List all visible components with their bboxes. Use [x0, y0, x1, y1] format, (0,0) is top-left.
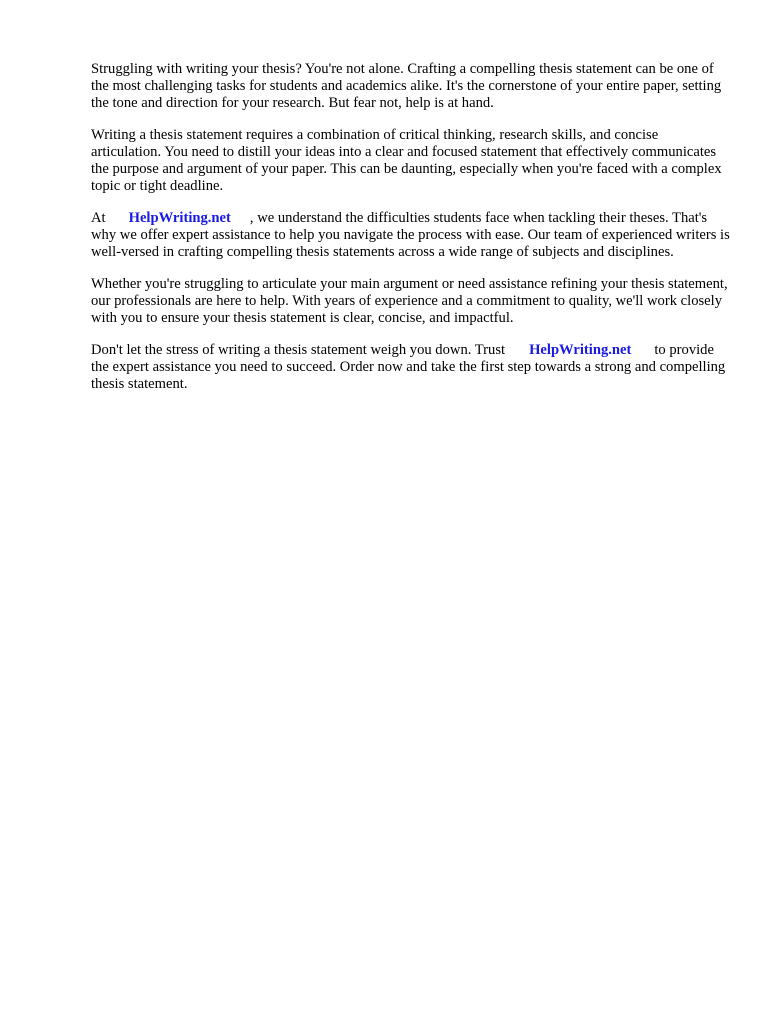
paragraph-requirements: Writing a thesis statement requires a combination of critical thinking, research skills, and concise articulation. You need to distill your ideas into a clear and focused statement that effectively communicates the purpose and argument of your paper. This can be daunting, especially when you're faced with a complex topic or tight deadline.	[91, 127, 722, 194]
paragraph-service-rest: , we understand the difficulties students face when tackling their theses. That's why we offer expert assistance to help you navigate the process with ease. Our team of experienced writers is well-versed in crafting compelling thesis statements across a wide range of subjects and disciplines.	[91, 210, 730, 260]
paragraph-service-lead: At	[91, 210, 106, 226]
helpwriting-link-cta[interactable]: HelpWriting.net	[529, 342, 632, 358]
helpwriting-link[interactable]: HelpWriting.net	[128, 210, 231, 226]
paragraph-professionals: Whether you're struggling to articulate your main argument or need assistance refining your thesis statement, our professionals are here to help. With years of experience and a commitment to quality, we'll work closely with you to ensure your thesis statement is clear, concise, and impactful.	[91, 276, 728, 326]
paragraph-intro: Struggling with writing your thesis? You're not alone. Crafting a compelling thesis statement can be one of the most challenging tasks for students and academics alike. It's the cornerstone of your entire paper, setting the tone and direction for your research. But fear not, help is at hand.	[91, 61, 722, 111]
paragraph-call-to-action	[91, 342, 731, 393]
paragraph-service	[91, 210, 731, 261]
paragraph-cta-lead: Don't let the stress of writing a thesis statement weigh you down. Trust	[91, 342, 506, 358]
paragraph-cta-rest: to provide the expert assistance you need to succeed. Order now and take the first step towards a strong and compelling thesis statement.	[91, 342, 726, 392]
document-body	[91, 61, 731, 408]
